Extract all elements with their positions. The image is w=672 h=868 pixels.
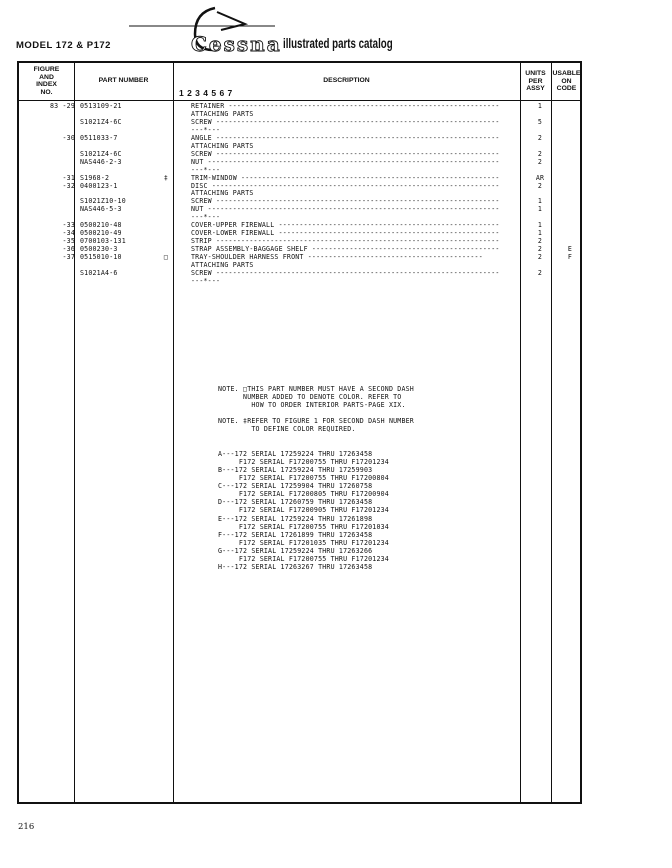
part-marker: ‡ — [163, 173, 169, 182]
figure-index: -37 — [62, 253, 75, 262]
header-code-line: ON — [561, 77, 572, 85]
note-line: F172 SERIAL F17200755 THRU F17201234 — [218, 457, 389, 466]
header-part-number: PART NUMBER — [98, 77, 149, 84]
header-code-line: CODE — [556, 85, 577, 93]
table-row — [19, 213, 580, 221]
note-line: NUMBER ADDED TO DENOTE COLOR. REFER TO — [218, 393, 402, 402]
header-figure-line: NO. — [40, 88, 53, 96]
table-row — [19, 118, 580, 126]
units-per-assy: 2 — [537, 157, 543, 166]
description: ATTACHING PARTS — [191, 109, 254, 118]
units-per-assy: 1 — [537, 102, 543, 110]
description: TRAY-SHOULDER HARNESS FRONT ------------------------------------------ — [191, 253, 483, 262]
part-number: S1968-2 — [80, 173, 110, 182]
table-row — [19, 134, 580, 142]
description: ---*--- — [191, 276, 221, 285]
usable-on-code: F — [567, 253, 573, 262]
description: COVER-LOWER FIREWALL ----------------------------------------------------- — [191, 229, 500, 238]
note-line: F172 SERIAL F17200905 THRU F17201234 — [218, 506, 389, 515]
units-per-assy: 1 — [537, 205, 543, 214]
description: STRAP ASSEMBLY-BAGGAGE SHELF --------------------------------------------- — [191, 245, 500, 254]
part-number: S1021Z4-6C — [80, 149, 122, 158]
part-number: NAS446-2-3 — [80, 157, 122, 166]
figure-index: -30 — [62, 133, 75, 142]
note-line: F172 SERIAL F17200805 THRU F17200904 — [218, 490, 389, 499]
description: ANGLE -------------------------------------------------------------------- — [191, 133, 500, 142]
figure-index: -33 — [62, 221, 75, 230]
units-per-assy: 1 — [537, 229, 543, 238]
part-number: S1021A4-6 — [80, 268, 118, 277]
notes-block — [218, 385, 414, 571]
header-code-line: USABLE — [552, 70, 581, 77]
units-per-assy: 2 — [537, 149, 543, 158]
table-row — [19, 245, 580, 253]
description: DISC --------------------------------------------------------------------- — [191, 181, 500, 190]
units-per-assy: 1 — [537, 221, 543, 230]
note-line: F172 SERIAL F17200755 THRU F17201234 — [218, 554, 389, 563]
units-per-assy: 2 — [537, 237, 543, 246]
units-per-assy: 2 — [537, 245, 543, 254]
units-per-assy: 2 — [537, 253, 543, 262]
figure-index: -35 — [62, 237, 75, 246]
description: NUT ---------------------------------------------------------------------- — [191, 205, 500, 214]
header-figure-line: AND — [39, 73, 54, 81]
header-figure-index — [19, 66, 74, 96]
header-description: DESCRIPTION — [323, 77, 370, 84]
units-per-assy: 2 — [537, 181, 543, 190]
catalog-title: illustrated parts catalog — [283, 36, 393, 51]
table-row — [19, 110, 580, 118]
usable-on-code: E — [567, 245, 573, 254]
part-number: 0500210-49 — [80, 229, 122, 238]
table-row — [19, 237, 580, 245]
note-line: H---172 SERIAL 17263267 THRU 17263458 — [218, 563, 373, 572]
figure-index: -34 — [62, 229, 75, 238]
part-number: 0511033-7 — [80, 133, 118, 142]
description: COVER-UPPER FIREWALL ----------------------------------------------------- — [191, 221, 500, 230]
description: SCREW -------------------------------------------------------------------- — [191, 197, 500, 206]
indent-scale: 1 2 3 4 5 6 7 — [179, 88, 233, 98]
description: TRIM-WINDOW -------------------------------------------------------------- — [191, 173, 500, 182]
note-line: F172 SERIAL F17200755 THRU F17200804 — [218, 474, 389, 483]
table-row — [19, 253, 580, 261]
table-row — [19, 277, 580, 285]
header-units-line: UNITS — [525, 70, 546, 77]
header-usable-on-code — [551, 70, 582, 93]
table-row — [19, 205, 580, 213]
figure-index: -32 — [62, 181, 75, 190]
table-row — [19, 269, 580, 277]
note-line — [218, 434, 414, 442]
header-units-line: ASSY — [526, 85, 545, 93]
description: SCREW -------------------------------------------------------------------- — [191, 149, 500, 158]
table-row — [19, 126, 580, 134]
part-number: 0515010-10 — [80, 253, 122, 262]
note-line: F172 SERIAL F17200755 THRU F17201034 — [218, 522, 389, 531]
part-number: 0500210-48 — [80, 221, 122, 230]
table-row — [19, 197, 580, 205]
figure-index: -31 — [62, 173, 75, 182]
part-number: NAS446-5-3 — [80, 205, 122, 214]
note-line: C---172 SERIAL 17259904 THRU 17260758 — [218, 482, 373, 491]
note-line: E---172 SERIAL 17259224 THRU 17261898 — [218, 514, 373, 523]
description: ---*--- — [191, 165, 221, 174]
note-line: G---172 SERIAL 17259224 THRU 17263266 — [218, 546, 373, 555]
table-row — [19, 142, 580, 150]
description: ---*--- — [191, 213, 221, 222]
model-title: MODEL 172 & P172 — [16, 40, 111, 51]
table-row — [19, 166, 580, 174]
part-number: S1021Z4-6C — [80, 117, 122, 126]
brand-name: Cessna — [191, 32, 282, 56]
note-line: NOTE. □THIS PART NUMBER MUST HAVE A SECOND DASH — [218, 385, 414, 393]
description: SCREW -------------------------------------------------------------------- — [191, 268, 500, 277]
note-line: F172 SERIAL F17201035 THRU F17201234 — [218, 538, 389, 547]
header-figure-line: INDEX — [36, 81, 57, 89]
table-row — [19, 182, 580, 190]
description: NUT ---------------------------------------------------------------------- — [191, 157, 500, 166]
figure-index: -36 — [62, 245, 75, 254]
part-number: 0700103-131 — [80, 237, 126, 246]
note-line: TO DEFINE COLOR REQUIRED. — [218, 425, 356, 434]
description: SCREW -------------------------------------------------------------------- — [191, 117, 500, 126]
figure-index: 83 -29 — [49, 102, 75, 110]
note-line — [218, 442, 414, 450]
units-per-assy: 2 — [537, 268, 543, 277]
table-row — [19, 189, 580, 197]
description: RETAINER ----------------------------------------------------------------- — [191, 102, 500, 110]
cessna-logo — [125, 6, 400, 56]
part-number: 0500230-3 — [80, 245, 118, 254]
description: ATTACHING PARTS — [191, 141, 254, 150]
note-line: HOW TO ORDER INTERIOR PARTS-PAGE XIX. — [218, 401, 406, 410]
units-per-assy: AR — [535, 173, 545, 182]
table-row — [19, 229, 580, 237]
table-row — [19, 174, 580, 182]
header-units-per-assy — [520, 70, 551, 93]
table-row — [19, 261, 580, 269]
header-units-line: PER — [528, 77, 543, 85]
part-marker: □ — [163, 253, 169, 262]
note-line: NOTE. ‡REFER TO FIGURE 1 FOR SECOND DASH NUMBER — [218, 417, 414, 426]
table-row — [19, 221, 580, 229]
table-row — [19, 102, 580, 110]
table-row — [19, 158, 580, 166]
units-per-assy: 5 — [537, 117, 543, 126]
description: ATTACHING PARTS — [191, 261, 254, 269]
part-number: 0400123-1 — [80, 181, 118, 190]
units-per-assy: 1 — [537, 197, 543, 206]
note-line — [218, 409, 414, 417]
table-row — [19, 150, 580, 158]
description: ---*--- — [191, 125, 221, 134]
header-figure-line: FIGURE — [33, 66, 60, 73]
header-separator — [19, 100, 580, 101]
note-line: B---172 SERIAL 17259224 THRU 17259903 — [218, 465, 373, 474]
note-line: D---172 SERIAL 17260759 THRU 17263458 — [218, 498, 373, 507]
description: STRIP -------------------------------------------------------------------- — [191, 237, 500, 246]
page-number: 216 — [18, 822, 35, 832]
note-line: F---172 SERIAL 17261899 THRU 17263458 — [218, 530, 373, 539]
parts-table — [17, 61, 582, 804]
part-number: 0513109-21 — [80, 102, 122, 110]
description: ATTACHING PARTS — [191, 189, 254, 198]
units-per-assy: 2 — [537, 133, 543, 142]
note-line: A---172 SERIAL 17259224 THRU 17263458 — [218, 449, 373, 458]
part-number: S1021Z10-10 — [80, 197, 126, 206]
